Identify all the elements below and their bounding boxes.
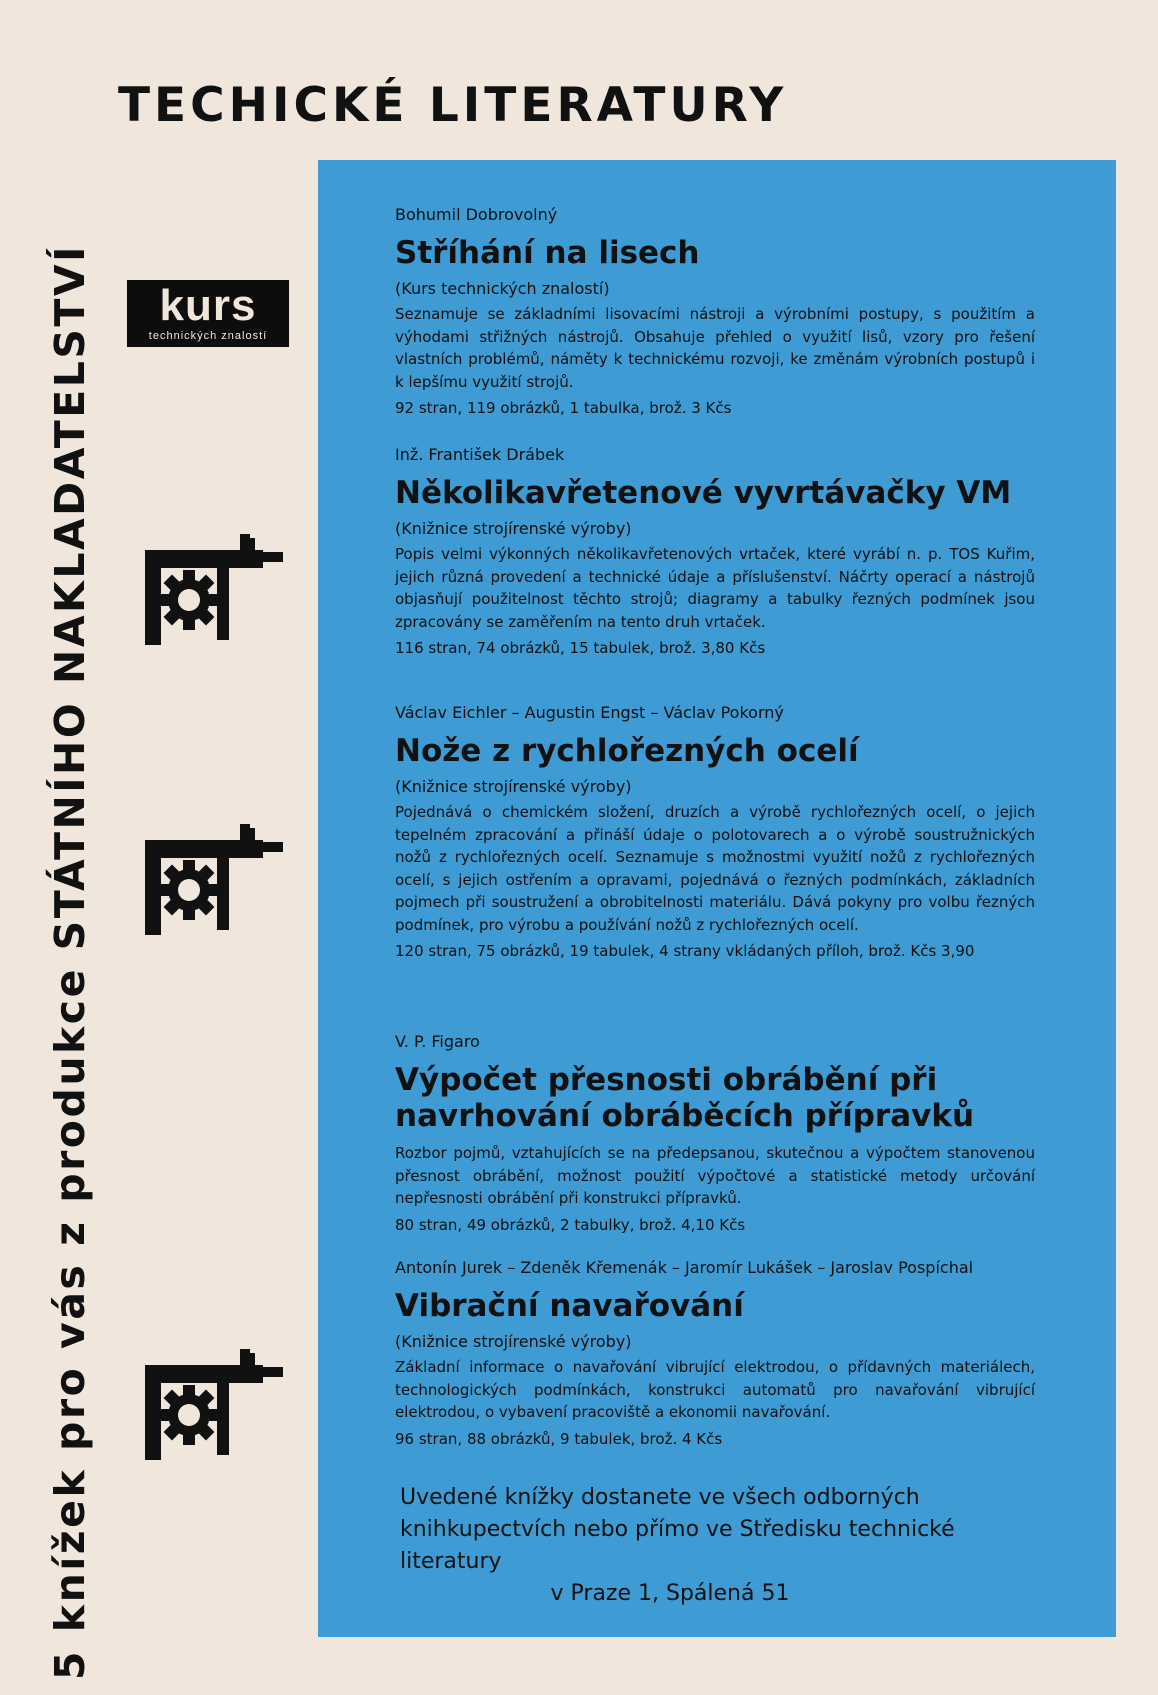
book-entry bbox=[395, 445, 1035, 659]
page-title: TECHICKÉ LITERATURY bbox=[118, 78, 788, 133]
book-series: (Knižnice strojírenské výroby) bbox=[395, 1332, 632, 1351]
book-author: Inž. František Drábek bbox=[395, 445, 565, 464]
book-title: Několikavřetenové vyvrtávačky VM bbox=[395, 475, 1012, 511]
book-series: (Knižnice strojírenské výroby) bbox=[395, 519, 632, 538]
book-author: Bohumil Dobrovolný bbox=[395, 205, 558, 224]
book-title: Stříhání na lisech bbox=[395, 235, 700, 271]
book-author: V. P. Figaro bbox=[395, 1032, 480, 1051]
logo-word: kurs bbox=[159, 281, 257, 330]
book-entry bbox=[395, 1032, 1035, 1236]
side-title: 5 knížek pro vás z produkce STÁTNÍHO NAKLADATELSTVÍ bbox=[46, 244, 94, 1680]
caliper-gear-icon bbox=[145, 1345, 285, 1460]
book-title: Vibrační navařování bbox=[395, 1288, 744, 1324]
book-description: Základní informace o navařování vibrující elektrodou, o přídavných materiálech, technologických podmínkách, konstrukci automatů pro navařování vibrující elektrodou, o vybavení pracoviště a ekonomii navařování. bbox=[395, 1358, 1035, 1421]
book-info: 120 stran, 75 obrázků, 19 tabulek, 4 strany vkládaných příloh, brož. Kčs 3,90 bbox=[395, 942, 975, 960]
store-address: v Praze 1, Spálená 51 bbox=[550, 1581, 790, 1606]
book-description: Seznamuje se základními lisovacími nástroji a výrobními postupy, s použitím a výhodami střižných nástrojů. Obsahuje přehled o využití lisů, vzory pro řešení vlastních problémů, náměty k technickému rozvoji, ke změnám výrobních postupů i k lepšímu využití strojů. bbox=[395, 305, 1035, 391]
book-info: 92 stran, 119 obrázků, 1 tabulka, brož. 3 Kčs bbox=[395, 399, 732, 417]
book-author: Antonín Jurek – Zdeněk Křemenák – Jaromír Lukášek – Jaroslav Pospíchal bbox=[395, 1258, 974, 1277]
book-entry bbox=[395, 205, 1035, 419]
book-title: Nože z rychlořezných ocelí bbox=[395, 733, 859, 769]
book-series: (Kurs technických znalostí) bbox=[395, 279, 610, 298]
logo-subtitle: technických znalostí bbox=[148, 330, 268, 342]
availability-text: Uvedené knížky dostanete ve všech odborných knihkupectvích nebo přímo ve Středisku technické literatury bbox=[400, 1485, 955, 1574]
book-entry bbox=[395, 703, 1035, 962]
availability-note bbox=[400, 1482, 1060, 1610]
caliper-gear-icon bbox=[145, 530, 285, 645]
book-series: (Knižnice strojírenské výroby) bbox=[395, 777, 632, 796]
book-entry bbox=[395, 1258, 1035, 1450]
book-description: Rozbor pojmů, vztahujících se na předepsanou, skutečnou a výpočtem stanovenou přesnost obrábění, možnost použití výpočtové a statistické metody určování nepřesnosti obrábění při konstrukci přípravků. bbox=[395, 1144, 1035, 1207]
book-info: 80 stran, 49 obrázků, 2 tabulky, brož. 4,10 Kčs bbox=[395, 1215, 746, 1234]
book-info: 116 stran, 74 obrázků, 15 tabulek, brož. 3,80 Kčs bbox=[395, 639, 766, 657]
book-info: 96 stran, 88 obrázků, 9 tabulek, brož. 4 Kčs bbox=[395, 1429, 723, 1448]
book-title: Výpočet přesnosti obrábění při navrhování obráběcích přípravků bbox=[395, 1062, 975, 1134]
book-author: Václav Eichler – Augustin Engst – Václav Pokorný bbox=[395, 703, 784, 722]
caliper-gear-icon bbox=[145, 820, 285, 935]
kurs-logo bbox=[127, 280, 289, 347]
book-description: Pojednává o chemickém složení, druzích a výrobě rychlořezných ocelí, o jejich tepelném zpracování a přináší údaje o polotovarech a o výrobě soustružnických nožů z rychlořezných ocelí. Seznamuje s možnostmi využití nožů z rychlořezných ocelí, s jejich ostřením a opravami, pojednává o řezných podmínkách, základních pojmech při soustružení a obrobitelnosti materiálu. Dává pokyny pro volbu řezných podmínek, pro výrobu a používání nožů z rychlořezných ocelí. bbox=[395, 803, 1035, 934]
book-description: Popis velmi výkonných několikavřetenových vrtaček, které vyrábí n. p. TOS Kuřim, jejich různá provedení a technické údaje a příslušenství. Náčrty operací a nástrojů objasňují použitelnost těchto strojů; diagramy a tabulky řezných podmínek jsou zpracovány se zaměřením na tento druh vrtaček. bbox=[395, 545, 1035, 631]
